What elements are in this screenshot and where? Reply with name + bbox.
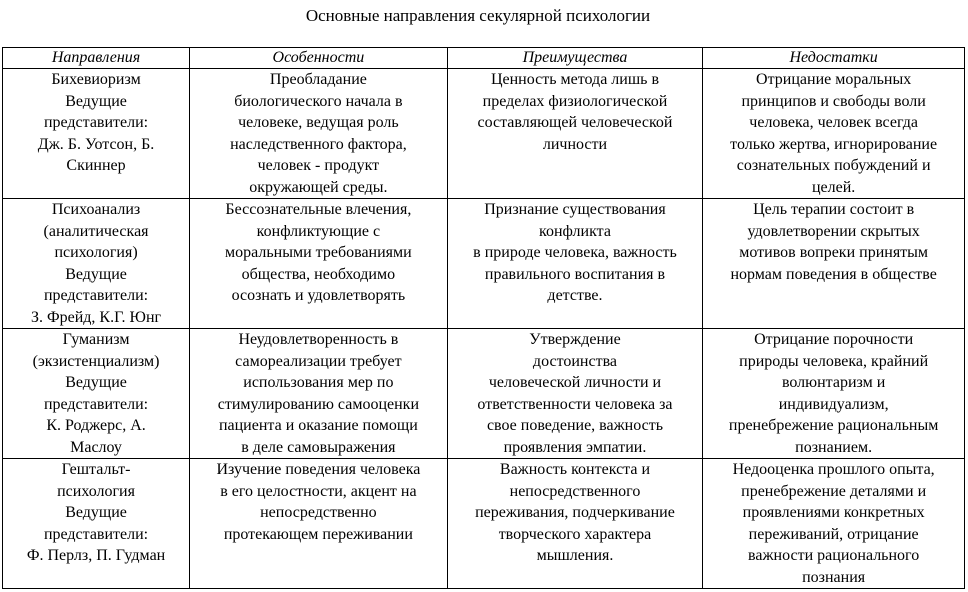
cell-advantages	[447, 69, 703, 199]
table-row-psychoanalysis	[3, 199, 965, 329]
disadvantages-text: Недооценка прошлого опыта, пренебрежение деталями и проявлениями конкретных переживаний, отрицание важности рационального познания	[732, 461, 935, 586]
header-advantages: Преимущества	[447, 48, 703, 69]
direction-text: Психоанализ (аналитическая психология) Ведущие представители: З. Фрейд, К.Г. Юнг	[30, 201, 162, 326]
psychology-directions-table	[2, 47, 965, 589]
cell-advantages	[447, 459, 703, 589]
table-row-gestalt	[3, 459, 965, 589]
direction-text: Гуманизм (экзистенциализм) Ведущие представители: К. Роджерс, А. Маслоу	[32, 331, 160, 456]
cell-disadvantages	[703, 329, 965, 459]
cell-disadvantages	[703, 199, 965, 329]
cell-features	[190, 199, 448, 329]
disadvantages-text: Отрицание моральных принципов и свободы воли человека, человек всегда только жертва, игнорирование сознательных побуждений и целей.	[730, 71, 938, 196]
cell-direction	[3, 459, 190, 589]
table-header-row	[3, 48, 965, 69]
advantages-text: Утверждение достоинства человеческой личности и ответственности человека за свое поведение, важность проявления эмпатии.	[477, 331, 673, 456]
cell-direction	[3, 199, 190, 329]
advantages-text: Признание существования конфликта в природе человека, важность правильного воспитания в детстве.	[473, 201, 677, 304]
header-features: Особенности	[190, 48, 448, 69]
features-text: Изучение поведения человека в его целостности, акцент на непосредственно протекающем переживании	[216, 461, 421, 543]
cell-features	[190, 69, 448, 199]
header-disadvantages: Недостатки	[703, 48, 965, 69]
table-row-behaviorism	[3, 69, 965, 199]
cell-advantages	[447, 199, 703, 329]
advantages-text: Ценность метода лишь в пределах физиологической составляющей человеческой личности	[477, 71, 673, 153]
table-row-humanism	[3, 329, 965, 459]
features-text: Бессознательные влечения, конфликтующие с моральными требованиями общества, необходимо осознать и удовлетворять	[225, 201, 412, 304]
cell-direction	[3, 69, 190, 199]
header-directions: Направления	[3, 48, 190, 69]
cell-direction	[3, 329, 190, 459]
direction-text: Гештальт- психология Ведущие представители: Ф. Перлз, П. Гудман	[26, 461, 166, 564]
cell-advantages	[447, 329, 703, 459]
direction-text: Бихевиоризм Ведущие представители: Дж. Б. Уотсон, Б. Скиннер	[37, 71, 155, 174]
cell-disadvantages	[703, 69, 965, 199]
features-text: Неудовлетворенность в самореализации требует использования мер по стимулированию самооценки пациента и оказание помощи в деле самовыражения	[217, 331, 419, 456]
disadvantages-text: Цель терапии состоит в удовлетворении скрытых мотивов вопреки принятым нормам поведения в обществе	[730, 201, 937, 283]
disadvantages-text: Отрицание порочности природы человека, крайний волюнтаризм и индивидуализм, пренебрежение рациональным познанием.	[728, 331, 939, 456]
page-title: Основные направления секулярной психологии	[305, 6, 651, 25]
cell-disadvantages	[703, 459, 965, 589]
cell-features	[190, 329, 448, 459]
advantages-text: Важность контекста и непосредственного переживания, подчеркивание творческого характера мышления.	[475, 461, 675, 564]
features-text: Преобладание биологического начала в человеке, ведущая роль наследственного фактора, человек - продукт окружающей среды.	[230, 71, 407, 196]
cell-features	[190, 459, 448, 589]
